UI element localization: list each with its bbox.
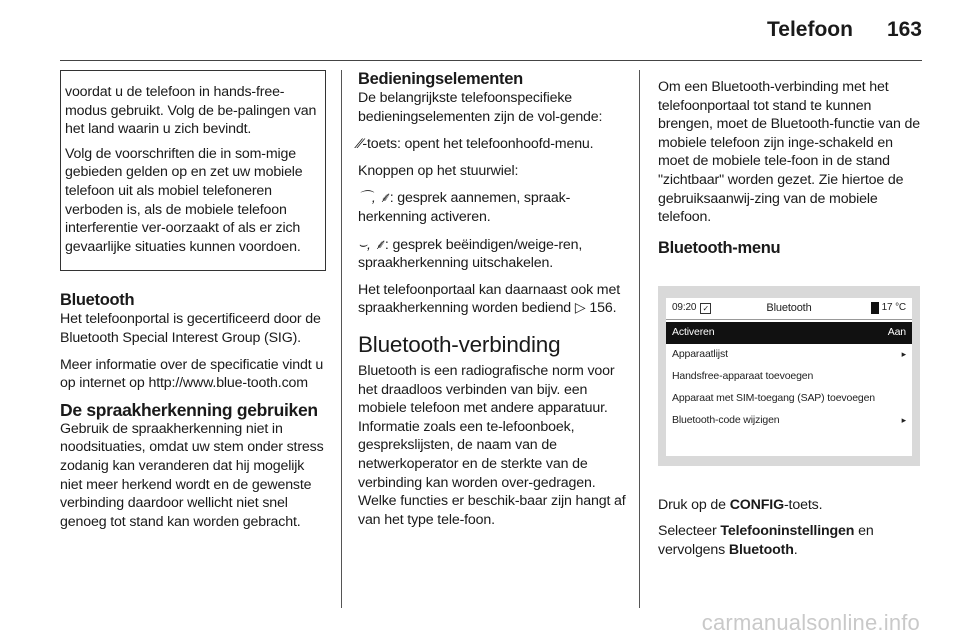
end-call-icon: ⌣, ⸙: [358, 235, 385, 252]
answer-call-description: [358, 188, 626, 226]
page-number: 163: [886, 18, 922, 41]
display-time: 09:20: [672, 301, 697, 313]
controls-heading: Bedieningselementen: [358, 70, 523, 88]
bluetooth-connection-heading: Bluetooth-verbinding: [358, 331, 561, 357]
voice-control-paragraph: Het telefoonportaal kan daarnaast ook met spraakherkenning worden bediend ▷ 156.: [358, 281, 621, 317]
display-status-bar: [666, 298, 912, 320]
phone-icon: [871, 302, 879, 314]
bluetooth-connection-paragraph-2: Om een Bluetooth-verbinding met het telefoonportaal tot stand te kunnen brengen, moet de Bluetooth-functie van de mobiele telefoon zijn inge-schakeld en moet de mobiele tele-foon in de stand "zichtbaar" worden gezet. Zie hiertoe de gebruiksaanwij-zing van de mobiele telefoon.: [658, 79, 921, 226]
page-reference: 156.: [589, 300, 617, 317]
column-1: [60, 70, 326, 539]
end-call-text: : gesprek beëindigen/weige-ren, spraakherkenning uitschakelen.: [358, 236, 583, 272]
answer-call-icon: ⌒, ⸙: [358, 189, 390, 206]
menu-item-activeren[interactable]: Activeren Aan: [666, 322, 912, 344]
bluetooth-paragraph-2: Meer informatie over de specificatie vindt u op internet op http://www.blue-tooth.com: [60, 356, 324, 392]
controls-intro: De belangrijkste telefoonspecifieke bedieningselementen zijn de vol-gende:: [358, 90, 603, 125]
watermark: carmanualsonline.info: [701, 610, 920, 635]
display-screen: [666, 298, 912, 456]
bluetooth-menu-heading: Bluetooth-menu: [658, 238, 781, 257]
menu-item-sap-toevoegen[interactable]: Apparaat met SIM-toegang (SAP) toevoegen: [672, 392, 875, 405]
phone-key-description: [358, 134, 626, 154]
column-2: [358, 70, 626, 537]
warning-paragraph-2: Volg de voorschriften die in som-mige gebieden gelden op en zet uw mobiele telefoon uit als mobiel telefoneren verboden is, als de mobiele telefoon interferentie ver-oorzaakt of als er zich gevaarlijke situaties kunnen voordoen.: [65, 145, 303, 255]
display-temperature: 17 °C: [881, 301, 906, 313]
display-title: Bluetooth: [766, 301, 812, 314]
warning-paragraph-1: voordat u de telefoon in hands-free-modus gebruikt. Volg de be-palingen van het land waarin u zich bevindt.: [65, 84, 317, 138]
step-2: Selecteer Telefooninstellingen en vervolgens Bluetooth.: [658, 523, 874, 558]
steering-wheel-intro: Knoppen op het stuurwiel:: [358, 162, 519, 179]
page-reference-arrow-icon: ▷: [574, 300, 586, 317]
check-icon: ✓: [700, 303, 711, 314]
bluetooth-menu-screenshot: [658, 286, 920, 466]
page-title: Telefoon: [767, 18, 853, 41]
phone-key-text: -toets: opent het telefoonhoofd-menu.: [362, 136, 594, 153]
menu-item-handsfree-toevoegen[interactable]: Handsfree-apparaat toevoegen: [672, 370, 814, 383]
bluetooth-connection-paragraph: Bluetooth is een radiografische norm voor het draadloos verbinden van bijv. een mobiele telefoon met andere apparatuur. Informatie zoals een te-lefoonboek, gesprekslijsten, de naam van de netwerkoperator en de sterkte van de verbinding kan worden over-gedragen. Welke functies er beschik-baar zijn hangt af van het type tele-foon.: [358, 362, 626, 528]
arrow-right-icon: ▸: [901, 415, 906, 426]
header-divider: [60, 60, 922, 61]
column-3: [658, 78, 924, 568]
column-divider-2: [639, 70, 640, 608]
bluetooth-heading: Bluetooth: [60, 291, 135, 310]
phone-key-icon: ⁄⁄: [358, 135, 363, 152]
bluetooth-paragraph-1: Het telefoonportal is gecertificeerd door de Bluetooth Special Interest Group (SIG).: [60, 311, 321, 346]
menu-item-bluetooth-code[interactable]: Bluetooth-code wijzigen ▸: [666, 410, 912, 432]
end-call-description: [358, 235, 626, 273]
voice-recognition-heading: De spraakherkenning gebruiken: [60, 399, 318, 420]
answer-call-text: : gesprek aannemen, spraak-herkenning activeren.: [358, 190, 571, 225]
page-header: [767, 18, 922, 48]
step-1: Druk op de CONFIG-toets.: [658, 496, 823, 513]
warning-box: [60, 70, 326, 271]
arrow-right-icon: ▸: [901, 349, 906, 360]
column-divider-1: [341, 70, 342, 608]
voice-recognition-paragraph: Gebruik de spraakherkenning niet in noodsituaties, omdat uw stem onder stress zodanig kan veranderen dat hij mogelijk niet meer herkend wordt en de gewenste verbinding daardoor wellicht niet snel genoeg tot stand kan worden gebracht.: [60, 420, 324, 530]
menu-item-apparaatlijst[interactable]: Apparaatlijst ▸: [666, 344, 912, 366]
